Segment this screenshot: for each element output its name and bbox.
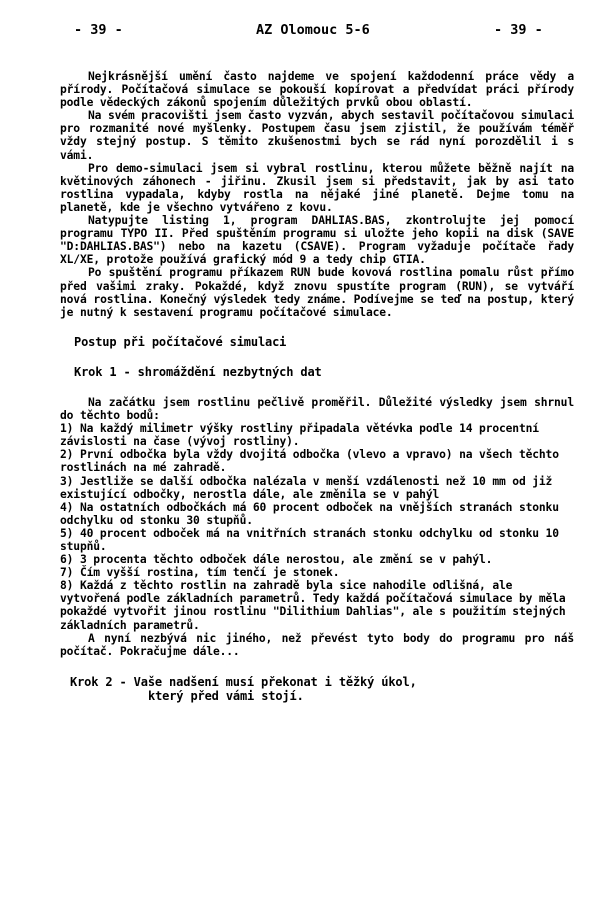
page-header [0, 22, 600, 42]
list-item: 4) Na ostatních odbočkách má 60 procent odboček na vnějších stranách stonku odchylku od stonku 30 stupňů. [60, 500, 559, 527]
list-item: 6) 3 procenta těchto odboček dále nerostou, ale změní se v pahýl. [60, 553, 493, 567]
step-1-intro: Na začátku jsem rostlinu pečlivě proměřil. Důležité výsledky jsem shrnul do těchto bodů: [60, 395, 574, 423]
list-item: 5) 40 procent odboček má na vnitřních stranách stonku odchylku od stonku 10 stupňů. [60, 526, 559, 553]
intro-paragraph-3: Pro demo-simulaci jsem si vybral rostlinu, kterou můžete běžně najít na květinových záhonech - jiřinu. Zkusil jsem si představit, jak by asi tato rostlina vypadala, kdyby rostla na nějaké jiné planetě. Dejme tomu na planetě, kde je všechno vytvářeno z kovu. [60, 161, 574, 214]
page-number-right: - 39 - [494, 22, 543, 38]
intro-paragraph-4: Natypujte listing 1, program DAHLIAS.BAS, zkontrolujte jej pomocí programu TYPO II. Před spuštěním programu si uložte jeho kopii na disk (SAVE "D:DAHLIAS.BAS") nebo na kazetu (CSAVE). Program vyžaduje počítače řady XL/XE, protože používá grafický mód 9 a tedy chip GTIA. [60, 214, 574, 267]
list-item: 8) Každá z těchto rostlin na zahradě byla sice nahodile odlišná, ale vytvořená podle základních parametrů. Tedy každá počítačová simulace by měla pokaždé vytvořit jinou rostlinu "Dilithium Dahlias", ale s použitím stejných základních parametrů. [60, 579, 566, 632]
section-heading-step-1: Krok 1 - shromáždění nezbytných dat [74, 364, 322, 379]
intro-paragraph-1: Nejkrásnější umění často najdeme ve spojení každodenní práce vědy a přírody. Počítačová simulace se pokouší kopírovat a předvídat práci přírody podle vědeckých zákonů spojením důležitých prvků obou oblastí. [60, 70, 574, 110]
step-2-line-1: Krok 2 - Vaše nadšení musí překonat i těžký úkol, [70, 674, 417, 689]
intro-paragraph-5: Po spuštění programu příkazem RUN bude kovová rostlina pomalu růst přímo před vašimi zraky. Pokaždé, když znovu spustíte program (RUN), se vytváří nová rostlina. Konečný výsledek tedy známe. Podívejme se teď na postup, který je nutný k sestavení programu počítačové simulace. [60, 266, 574, 319]
article-body [60, 70, 574, 703]
page-number-left: - 39 - [74, 22, 123, 38]
list-item: 1) Na každý milimetr výšky rostliny připadala větévka podle 14 procentní závislosti na čase (vývoj rostliny). [60, 422, 539, 449]
section-heading-procedure: Postup při počítačové simulaci [74, 334, 287, 349]
closing-paragraph: A nyní nezbývá nic jiného, než převést tyto body do programu pro náš počítač. Pokračujme dále... [60, 631, 574, 658]
measurement-points-list [60, 422, 574, 632]
section-heading-step-2 [60, 675, 574, 703]
list-item: 2) První odbočka byla vždy dvojitá odbočka (vlevo a vpravo) na všech těchto rostlinách na mé zahradě. [60, 448, 559, 475]
magazine-title: AZ Olomouc 5-6 [256, 22, 370, 38]
list-item: 3) Jestliže se další odbočka nalézala v menší vzdálenosti než 10 mm od již existující odbočky, nerostla dále, ale změnila se v pahýl [60, 474, 553, 501]
step-2-line-2: který před vámi stojí. [148, 688, 304, 703]
intro-paragraph-2: Na svém pracovišti jsem často vyzván, abych sestavil počítačovou simulaci pro rozmanité nové myšlenky. Postupem času jsem zjistil, že používám téměř vždy stejný postup. S těmito zkušenostmi bych se rád nyní porozdělil i s vámi. [60, 109, 574, 162]
list-item: 7) Čím vyšší rostina, tím tenčí je stonek. [60, 566, 340, 580]
